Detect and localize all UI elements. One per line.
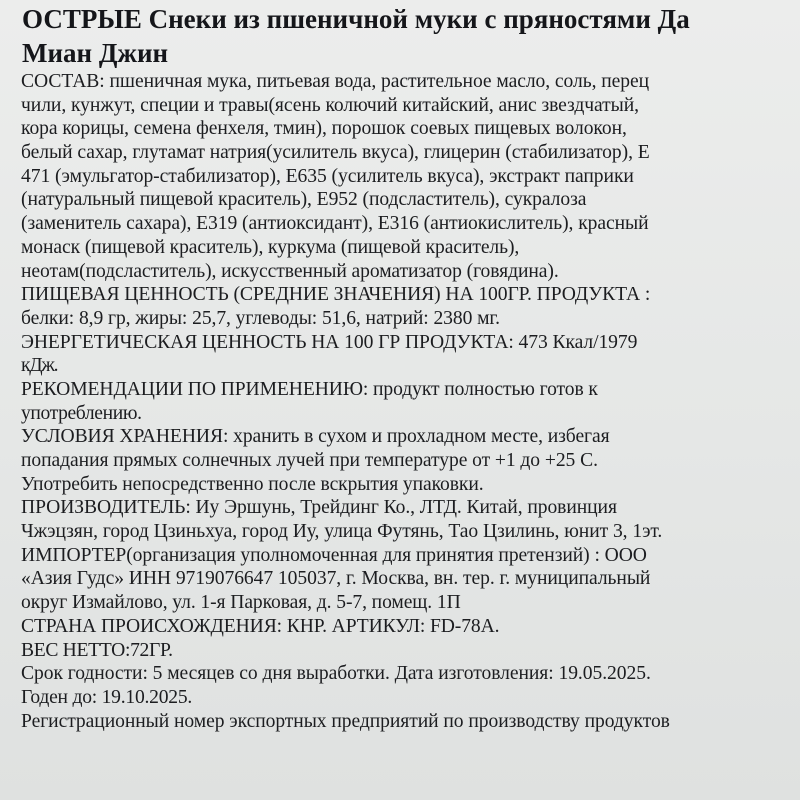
importer-line-3: округ Измайлово, ул. 1-я Парковая, д. 5-7, помещ. 1П: [21, 592, 461, 614]
composition-line-8: монаск (пищевой краситель), куркума (пищевой краситель),: [21, 236, 520, 258]
product-title: [0, 2, 800, 70]
usage-line-1: РЕКОМЕНДАЦИИ ПО ПРИМЕНЕНИЮ: продукт полностью готов к: [21, 378, 598, 400]
composition-line-2: чили, кунжут, специи и травы(ясень колючий китайский, анис звездчатый,: [21, 94, 639, 116]
storage-line-2: попадания прямых солнечных лучей при температуре от +1 до +25 С.: [21, 450, 598, 471]
shelf-life-line-2: Годен до: 19.10.2025.: [21, 686, 193, 708]
manufacturer-line-2: Чжэцзян, город Цзиньхуа, город Иу, улица Футянь, Тао Цзилинь, юнит 3, 1эт.: [21, 521, 663, 543]
storage-line-3: Употребить непосредственно после вскрытия упаковки.: [21, 473, 484, 495]
net-weight-line: ВЕС НЕТТО:72ГР.: [21, 639, 173, 661]
nutrition-values: белки: 8,9 гр, жиры: 25,7, углеводы: 51,6, натрий: 2380 мг.: [21, 307, 500, 329]
energy-line-2: кДж.: [21, 355, 58, 377]
composition-line-3: кора корицы, семена фенхеля, тмин), порошок соевых пищевых волокон,: [21, 118, 627, 140]
title-line-2: Миан Джин: [22, 38, 169, 68]
composition-line-7: (заменитель сахара), Е319 (антиоксидант), Е316 (антиокислитель), красный: [21, 213, 649, 235]
composition-line-5: 471 (эмульгатор-стабилизатор), Е635 (усилитель вкуса), экстракт паприки: [21, 165, 634, 187]
label-body: [21, 70, 796, 733]
nutrition-heading: ПИЩЕВАЯ ЦЕННОСТЬ (СРЕДНИЕ ЗНАЧЕНИЯ) НА 100ГР. ПРОДУКТА :: [21, 284, 651, 306]
composition-line-1: СОСТАВ: пшеничная мука, питьевая вода, растительное масло, соль, перец: [21, 71, 650, 92]
importer-line-1: ИМПОРТЕР(организация уполномоченная для принятия претензий) : ООО: [21, 544, 647, 566]
usage-line-2: употреблению.: [21, 402, 142, 424]
composition-line-4: белый сахар, глутамат натрия(усилитель вкуса), глицерин (стабилизатор), Е: [21, 142, 650, 164]
composition-line-9: неотам(подсластитель), искусственный ароматизатор (говядина).: [21, 260, 559, 282]
composition-line-6: (натуральный пищевой краситель), Е952 (подсластитель), сукралоза: [21, 189, 587, 211]
title-line-1: ОСТРЫЕ Снеки из пшеничной муки с пряностями Да: [22, 4, 690, 34]
manufacturer-line-1: ПРОИЗВОДИТЕЛЬ: Иу Эршунь, Трейдинг Ко., ЛТД. Китай, провинция: [21, 497, 617, 519]
storage-line-1: УСЛОВИЯ ХРАНЕНИЯ: хранить в сухом и прохладном месте, избегая: [21, 426, 610, 448]
energy-line-1: ЭНЕРГЕТИЧЕСКАЯ ЦЕННОСТЬ НА 100 ГР ПРОДУКТА: 473 Ккал/1979: [21, 331, 638, 353]
importer-line-2: «Азия Гудс» ИНН 9719076647 105037, г. Москва, вн. тер. г. муниципальный: [21, 568, 651, 590]
origin-line: СТРАНА ПРОИСХОЖДЕНИЯ: КНР. АРТИКУЛ: FD-78A.: [21, 615, 500, 637]
shelf-life-line-1: Срок годности: 5 месяцев со дня выработки. Дата изготовления: 19.05.2025.: [21, 663, 651, 685]
registration-line: Регистрационный номер экспортных предприятий по производству продуктов: [21, 710, 670, 732]
